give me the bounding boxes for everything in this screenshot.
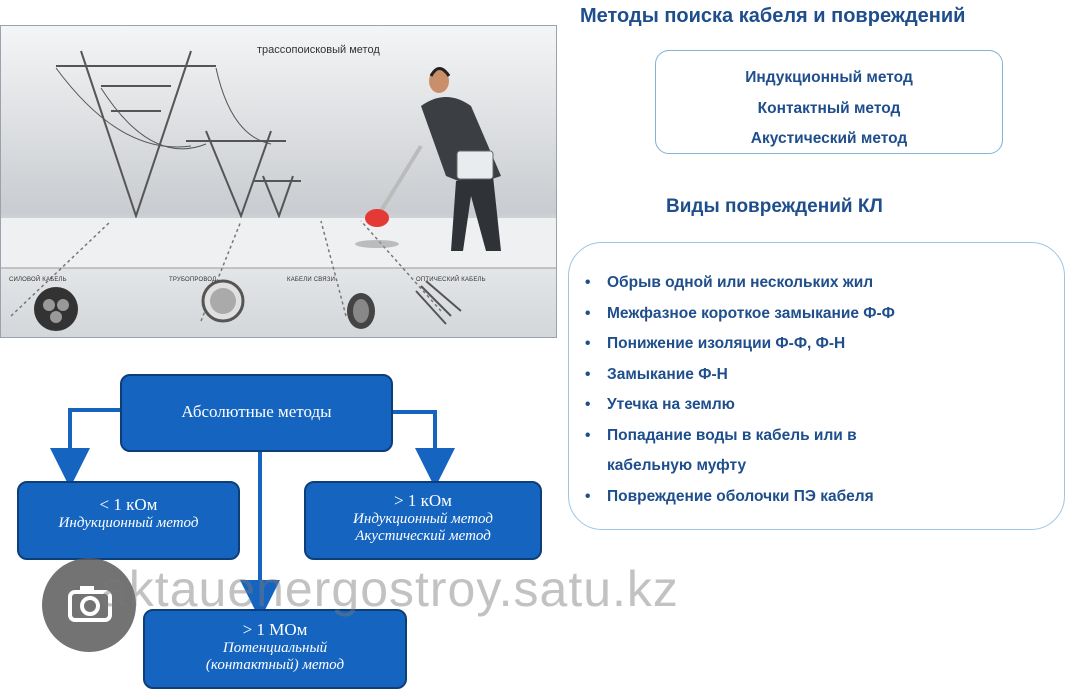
method-item: Индукционный метод xyxy=(745,69,913,86)
bullet-icon: • xyxy=(585,427,591,444)
label-pipeline: ТРУБОПРОВОД xyxy=(169,277,217,283)
damage-item: • Замыкание Ф-Н xyxy=(585,366,728,383)
illustration-caption: трассопоисковый метод xyxy=(257,44,380,56)
method-item: Контактный метод xyxy=(757,99,901,117)
damage-types-box xyxy=(568,242,1065,530)
high-resistance-box xyxy=(304,481,542,560)
bullet-icon: • xyxy=(585,335,591,352)
bullet-icon: • xyxy=(585,366,591,383)
low-resistance-method: Индукционный метод xyxy=(58,515,199,531)
bullet-icon: • xyxy=(585,274,591,291)
cable-tracing-illustration xyxy=(0,25,557,338)
low-resistance-box xyxy=(17,481,240,560)
very-high-resistance-range: > 1 МОм xyxy=(242,620,308,639)
high-resistance-range: > 1 кОм xyxy=(394,491,452,510)
very-high-resistance-box xyxy=(143,609,407,689)
method-item: Акустический метод xyxy=(750,130,908,147)
label-comm-cables: КАБЕЛИ СВЯЗИ xyxy=(287,277,336,283)
damage-item: • Попадание воды в кабель или в xyxy=(585,427,857,444)
damage-item: • Утечка на землю xyxy=(585,396,735,413)
methods-box xyxy=(655,50,1003,154)
root-method-label: Абсолютные методы xyxy=(181,402,332,421)
illustration-graphic xyxy=(1,26,557,338)
bullet-icon: • xyxy=(585,305,591,322)
label-optical-cable: ОПТИЧЕСКИЙ КАБЕЛЬ xyxy=(416,277,486,283)
very-high-resistance-method-2: (контактный) метод xyxy=(205,657,345,673)
damage-item-continuation: кабельную муфту xyxy=(607,457,747,474)
damage-types-title: Виды повреждений КЛ xyxy=(666,196,883,217)
damage-item: • Обрыв одной или нескольких жил xyxy=(585,274,874,291)
damage-item: • Повреждение оболочки ПЭ кабеля xyxy=(585,488,874,505)
high-resistance-method-1: Индукционный метод xyxy=(353,511,493,527)
bullet-icon: • xyxy=(585,488,591,505)
very-high-resistance-method-1: Потенциальный xyxy=(222,640,328,656)
watermark-text: aktauenergostroy.satu.kz xyxy=(100,561,679,617)
high-resistance-method-2: Акустический метод xyxy=(355,528,491,544)
damage-item: • Понижение изоляции Ф-Ф, Ф-Н xyxy=(585,335,846,352)
low-resistance-range: < 1 кОм xyxy=(99,495,158,514)
root-method-box xyxy=(120,374,393,452)
bullet-icon: • xyxy=(585,396,591,413)
damage-item: • Межфазное короткое замыкание Ф-Ф xyxy=(585,305,895,322)
page-title: Методы поиска кабеля и повреждений xyxy=(580,5,966,27)
label-power-cable: СИЛОВОЙ КАБЕЛЬ xyxy=(9,277,67,283)
